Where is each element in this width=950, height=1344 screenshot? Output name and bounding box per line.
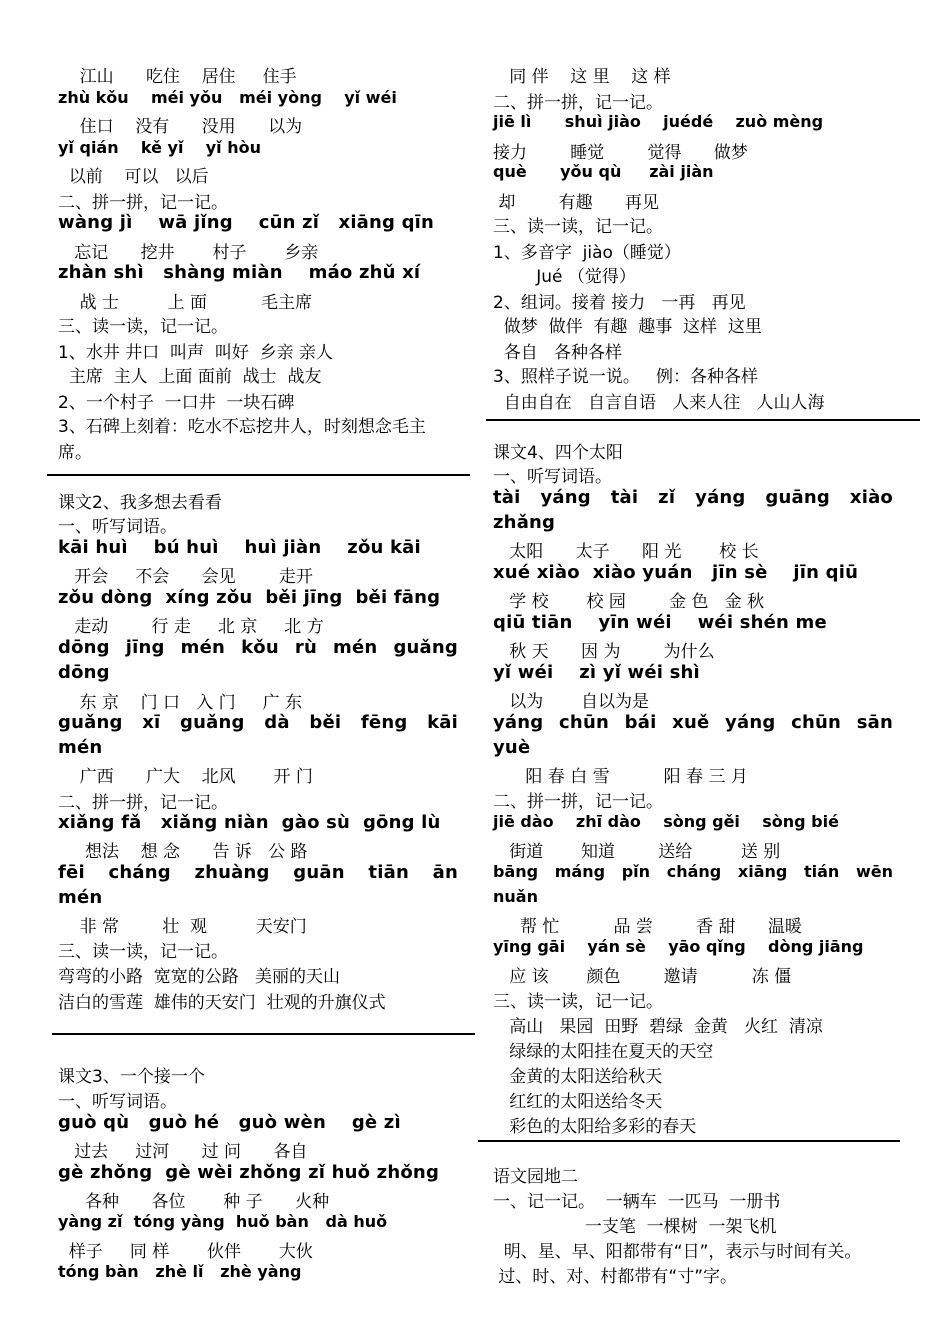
right-text-line: 3、照样子说一说。 例：各种各样 xyxy=(493,367,759,387)
right-text-line: xué xiào xiào yuán jīn sè jīn qiū xyxy=(493,562,859,583)
right-text-line: yǐ wéi zì yǐ wéi shì xyxy=(493,662,700,683)
right-text-line: jiē dào zhī dào sòng gěi sòng bié xyxy=(493,812,839,831)
right-text-line: 阳 春 白 雪 阳 春 三 月 xyxy=(493,767,748,787)
left-text-line: 战 士 上 面 毛主席 xyxy=(58,293,313,313)
left-text-line: 主席 主人 上面 面前 战士 战友 xyxy=(58,367,322,387)
left-text-line: 非 常 壮 观 天安门 xyxy=(58,917,307,937)
left-text-line: wàng jì wā jǐng cūn zǐ xiāng qīn xyxy=(58,212,435,233)
right-text-line: 街道 知道 送给 送 别 xyxy=(493,842,781,862)
right-text-line: yuè xyxy=(493,737,531,758)
right-text-line: 学 校 校 园 金 色 金 秋 xyxy=(493,592,765,612)
right-text-line: 帮 忙 品 尝 香 甜 温暖 xyxy=(493,917,802,937)
left-text-line: guò qù guò hé guò wèn gè zì xyxy=(58,1112,401,1133)
right-text-line: 一、听写词语。 xyxy=(493,467,612,487)
left-text-line: 开会 不会 会见 走开 xyxy=(58,567,313,587)
right-text-line: 应 该 颜色 邀请 冻 僵 xyxy=(493,967,792,987)
right-text-line: 秋 天 因 为 为什么 xyxy=(493,642,715,662)
left-text-line: 弯弯的小路 宽宽的公路 美丽的天山 xyxy=(58,967,341,987)
right-text-line: bāng máng pǐn cháng xiāng tián wēn xyxy=(493,862,893,881)
left-text-line: zhù kǒu méi yǒu méi yòng yǐ wéi xyxy=(58,88,397,107)
divider-right-1 xyxy=(486,419,920,421)
right-text-line: 高山 果园 田野 碧绿 金黄 火红 清凉 xyxy=(493,1017,823,1037)
left-text-line: 1、水井 井口 叫声 叫好 乡亲 亲人 xyxy=(58,343,334,363)
right-text-line: què yǒu qù zài jiàn xyxy=(493,162,714,181)
left-text-line: 2、一个村子 一口井 一块石碑 xyxy=(58,393,295,413)
left-text-line: 忘记 挖井 村子 乡亲 xyxy=(58,243,319,263)
left-text-line: 各种 各位 种 子 火种 xyxy=(58,1192,330,1212)
left-text-line: 想法 想 念 告 诉 公 路 xyxy=(58,842,308,862)
left-text-line: 以前 可以 以后 xyxy=(58,167,209,187)
left-text-line: 课文3、一个接一个 xyxy=(58,1067,205,1087)
left-text-line: tóng bàn zhè lǐ zhè yàng xyxy=(58,1262,302,1281)
left-text-line: 住口 没有 没用 以为 xyxy=(58,117,303,137)
right-text-line: 绿绿的太阳挂在夏天的天空 xyxy=(493,1042,714,1062)
left-text-line: 江山 吃住 居住 住手 xyxy=(58,67,297,87)
left-text-line: guǎng xī guǎng dà běi fēng kāi xyxy=(58,712,458,733)
right-text-line: 明、星、早、阳都带有“日”，表示与时间有关。 xyxy=(493,1242,862,1262)
right-text-line: 一支笔 一棵树 一架飞机 xyxy=(493,1217,777,1237)
left-text-line: 三、读一读，记一记。 xyxy=(58,317,228,337)
left-text-line: 席。 xyxy=(58,443,92,463)
left-text-line: 东 京 门 口 入 门 广 东 xyxy=(58,693,303,713)
left-text-line: 广西 广大 北风 开 门 xyxy=(58,767,313,787)
left-text-line: zhàn shì shàng miàn máo zhǔ xí xyxy=(58,262,421,283)
right-text-line: 做梦 做伴 有趣 趣事 这样 这里 xyxy=(493,317,762,337)
left-text-line: yàng zǐ tóng yàng huǒ bàn dà huǒ xyxy=(58,1212,388,1231)
left-text-line: dōng jīng mén kǒu rù mén guǎng xyxy=(58,637,458,658)
right-text-line: tài yáng tài zǐ yáng guāng xiào xyxy=(493,487,893,508)
right-text-line: qiū tiān yīn wéi wéi shén me xyxy=(493,612,827,633)
right-text-line: zhǎng xyxy=(493,512,556,533)
left-text-line: kāi huì bú huì huì jiàn zǒu kāi xyxy=(58,537,421,558)
left-text-line: dōng xyxy=(58,662,110,683)
right-text-line: 1、多音字 jiào（睡觉） xyxy=(493,243,681,263)
left-text-line: gè zhǒng gè wèi zhǒng zǐ huǒ zhǒng xyxy=(58,1162,440,1183)
right-text-line: 金黄的太阳送给秋天 xyxy=(493,1067,663,1087)
right-text-line: 各自 各种各样 xyxy=(493,343,623,363)
left-text-line: fēi cháng zhuàng guān tiān ān xyxy=(58,862,458,883)
right-text-line: 彩色的太阳给多彩的春天 xyxy=(493,1117,697,1137)
right-text-line: 课文4、四个太阳 xyxy=(493,443,623,463)
left-text-line: 三、读一读，记一记。 xyxy=(58,942,228,962)
left-text-line: 一、听写词语。 xyxy=(58,1092,177,1112)
right-text-line: 一、记一记。 一辆车 一匹马 一册书 xyxy=(493,1192,781,1212)
left-text-line: mén xyxy=(58,737,103,758)
left-text-line: mén xyxy=(58,887,103,908)
right-text-line: 三、读一读，记一记。 xyxy=(493,217,663,237)
left-text-line: 一、听写词语。 xyxy=(58,517,177,537)
right-text-line: 太阳 太子 阳 光 校 长 xyxy=(493,542,759,562)
right-text-line: 以为 自以为是 xyxy=(493,692,650,712)
right-text-line: 自由自在 自言自语 人来人往 人山人海 xyxy=(493,393,825,413)
divider-right-2 xyxy=(478,1140,900,1142)
right-text-line: 红红的太阳送给冬天 xyxy=(493,1092,663,1112)
divider-left-1 xyxy=(47,474,470,476)
left-text-line: yǐ qián kě yǐ yǐ hòu xyxy=(58,138,261,157)
right-text-line: 却 有趣 再见 xyxy=(493,193,660,213)
left-text-line: 二、拼一拼，记一记。 xyxy=(58,193,228,213)
right-text-line: jiē lì shuì jiào juédé zuò mèng xyxy=(493,112,824,131)
left-text-line: zǒu dòng xíng zǒu běi jīng běi fāng xyxy=(58,587,441,608)
right-text-line: 语文园地二 xyxy=(493,1167,578,1187)
right-text-line: yáng chūn bái xuě yáng chūn sān xyxy=(493,712,893,733)
divider-left-2 xyxy=(52,1033,475,1035)
left-text-line: 二、拼一拼，记一记。 xyxy=(58,793,228,813)
right-text-line: 二、拼一拼，记一记。 xyxy=(493,93,663,113)
left-text-line: 样子 同 样 伙伴 大伙 xyxy=(58,1242,313,1262)
right-text-line: 2、组词。接着 接力 一再 再见 xyxy=(493,293,746,313)
right-text-line: 同 伴 这 里 这 样 xyxy=(493,67,671,87)
left-text-line: 课文2、我多想去看看 xyxy=(58,493,222,513)
right-text-line: 二、拼一拼，记一记。 xyxy=(493,792,663,812)
right-text-line: 三、读一读，记一记。 xyxy=(493,992,663,1012)
right-text-line: yīng gāi yán sè yāo qǐng dòng jiāng xyxy=(493,937,864,956)
left-text-line: 3、石碑上刻着：吃水不忘挖井人，时刻想念毛主 xyxy=(58,417,426,437)
right-text-line: nuǎn xyxy=(493,887,538,906)
left-text-line: 走动 行 走 北 京 北 方 xyxy=(58,617,324,637)
left-text-line: xiǎng fǎ xiǎng niàn gào sù gōng lù xyxy=(58,812,441,833)
right-text-line: Jué （觉得） xyxy=(493,267,636,287)
right-text-line: 接力 睡觉 觉得 做梦 xyxy=(493,143,748,163)
left-text-line: 过去 过河 过 问 各自 xyxy=(58,1142,308,1162)
right-text-line: 过、时、对、村都带有“寸”字。 xyxy=(493,1267,738,1287)
left-text-line: 洁白的雪莲 雄伟的天安门 壮观的升旗仪式 xyxy=(58,993,386,1013)
